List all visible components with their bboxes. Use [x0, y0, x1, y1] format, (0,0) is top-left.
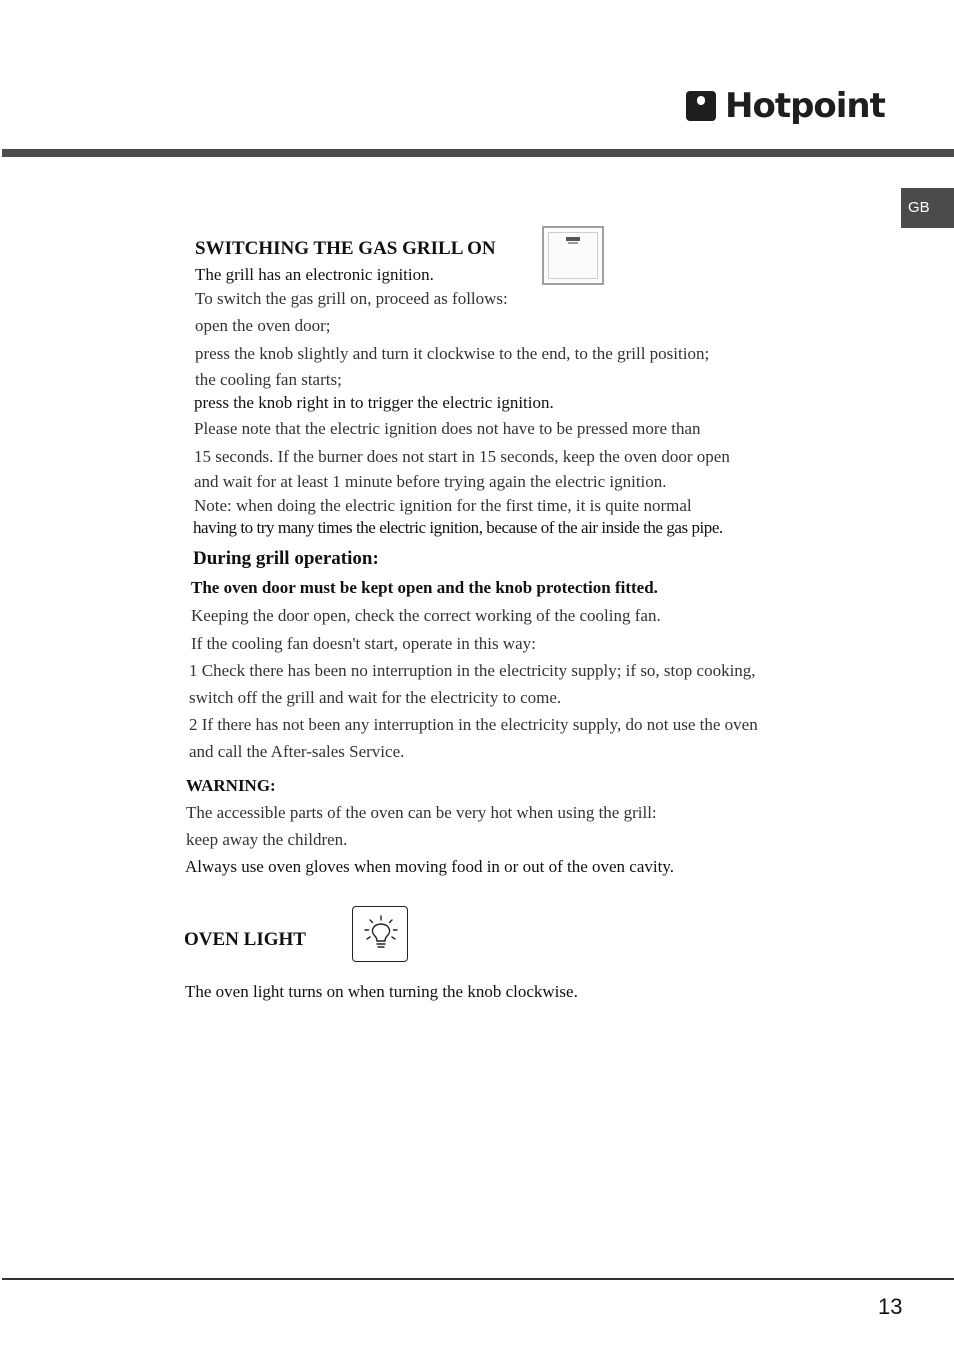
gas-grill-line-7: Please note that the electric ignition does not have to be pressed more than [194, 419, 701, 438]
grill-operation-line-2: If the cooling fan doesn't start, operate in this way: [191, 634, 536, 653]
grill-operation-line-1: Keeping the door open, check the correct working of the cooling fan. [191, 606, 661, 625]
gas-grill-heading: SWITCHING THE GAS GRILL ON [195, 238, 496, 259]
grill-operation-notice: The oven door must be kept open and the knob protection fitted. [191, 578, 658, 597]
gas-grill-line-2: To switch the gas grill on, proceed as follows: [195, 289, 508, 308]
brand-name: Hotpoint [725, 86, 885, 126]
warning-line-2: keep away the children. [186, 830, 348, 849]
gas-grill-line-8: 15 seconds. If the burner does not start in 15 seconds, keep the oven door open [194, 447, 730, 466]
gas-grill-line-4: press the knob slightly and turn it clockwise to the end, to the grill position; [195, 344, 710, 363]
grill-operation-line-4: switch off the grill and wait for the electricity to come. [189, 688, 562, 707]
header-divider [2, 149, 954, 157]
oven-light-text: The oven light turns on when turning the knob clockwise. [185, 982, 578, 1001]
warning-line-1: The accessible parts of the oven can be very hot when using the grill: [186, 803, 657, 822]
grill-operation-heading: During grill operation: [193, 548, 379, 569]
gas-grill-line-5: the cooling fan starts; [195, 370, 342, 389]
gas-grill-line-3: open the oven door; [195, 316, 331, 335]
gas-grill-line-6: press the knob right in to trigger the electric ignition. [194, 393, 554, 412]
footer-divider [2, 1278, 954, 1280]
gas-grill-line-11: having to try many times the electric ignition, because of the air inside the gas pipe. [193, 518, 723, 537]
grill-operation-line-5: 2 If there has not been any interruption in the electricity supply, do not use the oven [189, 715, 758, 734]
hotpoint-logo [686, 86, 885, 126]
light-bulb-icon [352, 906, 408, 962]
language-tab: GB [901, 188, 954, 228]
oven-light-heading: OVEN LIGHT [184, 929, 306, 950]
gas-grill-line-10: Note: when doing the electric ignition for the first time, it is quite normal [194, 496, 692, 515]
warning-line-3: Always use oven gloves when moving food in or out of the oven cavity. [185, 857, 674, 876]
grill-operation-line-6: and call the After-sales Service. [189, 742, 405, 761]
gas-grill-line-9: and wait for at least 1 minute before trying again the electric ignition. [194, 472, 667, 491]
grill-operation-line-3: 1 Check there has been no interruption in the electricity supply; if so, stop cooking, [189, 661, 756, 680]
hotpoint-logo-mark-icon [686, 91, 716, 121]
page-number: 13 [878, 1294, 903, 1319]
warning-heading: WARNING: [186, 776, 276, 795]
gas-grill-line-1: The grill has an electronic ignition. [195, 265, 434, 284]
gas-grill-icon [542, 226, 604, 285]
